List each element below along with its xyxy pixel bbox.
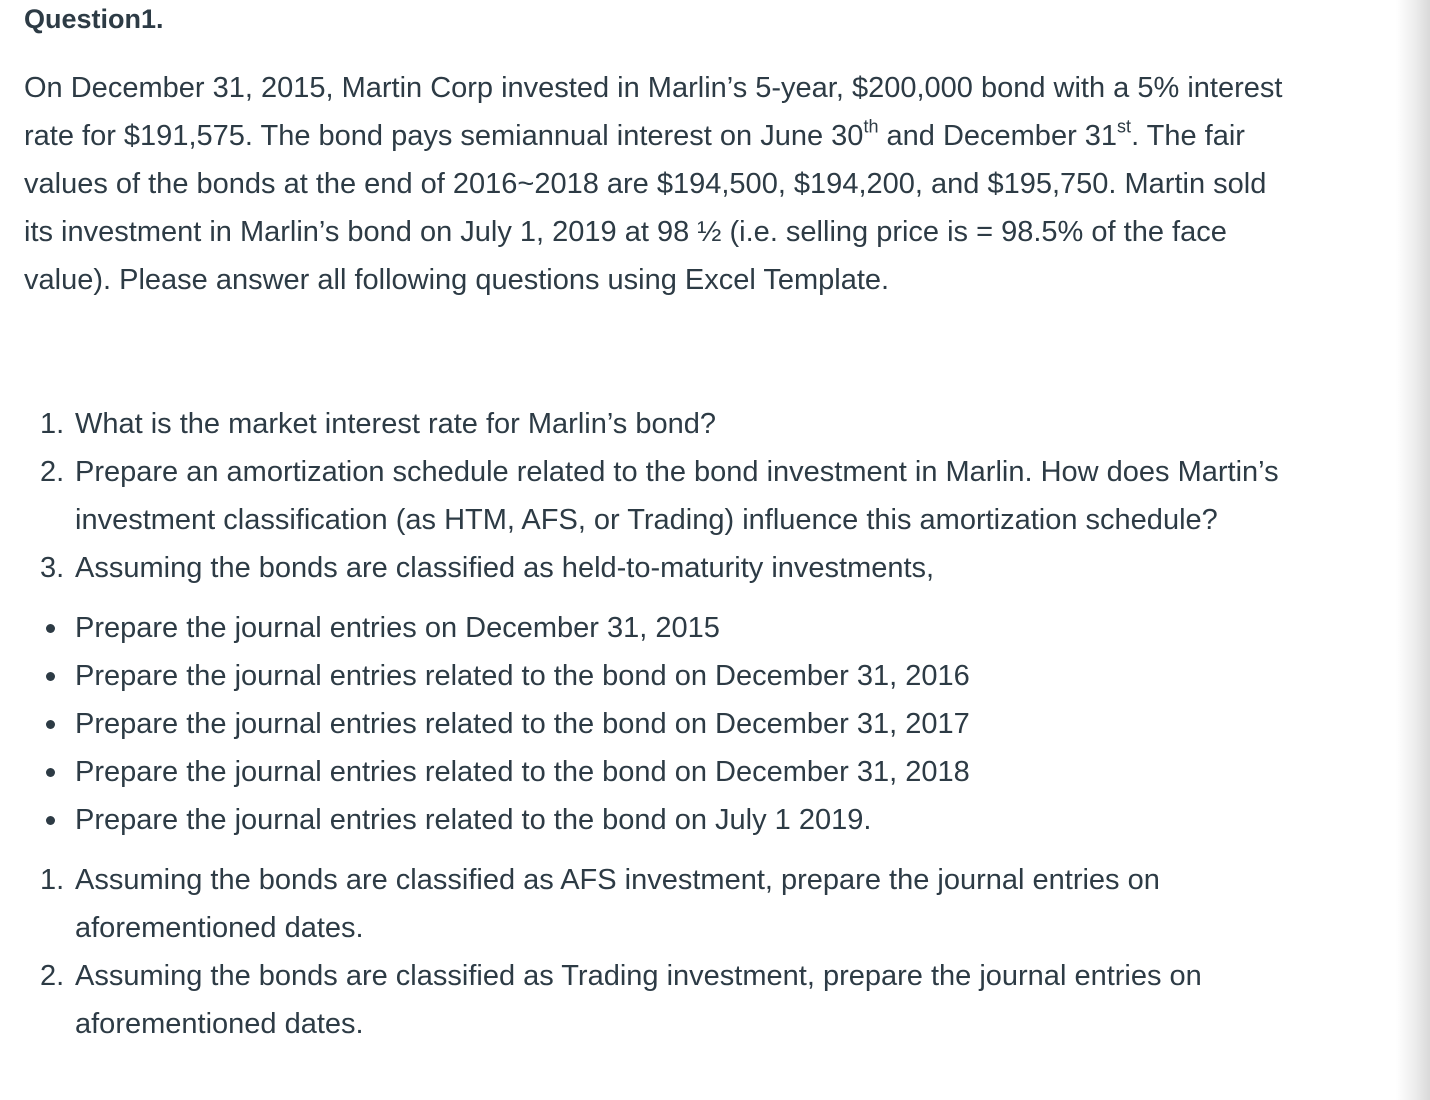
list-item-text: Prepare the journal entries related to the bond on December 31, 2017 [75, 708, 970, 740]
bullet-icon [46, 816, 55, 825]
bullet-list-htm-entries [24, 604, 1416, 844]
list-item-text: Assuming the bonds are classified as Trading investment, prepare the journal entries on [75, 960, 1202, 992]
list-item [24, 400, 1416, 448]
list-item-text: Assuming the bonds are classified as held-to-maturity investments, [75, 552, 935, 584]
intro-line-2b: and December 31 [878, 120, 1118, 152]
list-item-text: Prepare the journal entries related to the bond on December 31, 2018 [75, 756, 970, 788]
list-marker: 1. [40, 864, 65, 896]
bullet-icon [46, 720, 55, 729]
question-intro [24, 64, 1416, 304]
list-item-text: Prepare the journal entries related to the bond on December 31, 2016 [75, 660, 970, 692]
list-item [24, 652, 1416, 700]
list-marker: 1. [40, 408, 65, 440]
list-item [24, 748, 1416, 796]
list-item-text-continued: investment classification (as HTM, AFS, or Trading) influence this amortization schedule? [75, 504, 1218, 536]
list-item [24, 952, 1416, 1048]
list-item [24, 796, 1416, 844]
list-item-text-continued: aforementioned dates. [75, 912, 364, 944]
intro-line-3: values of the bonds at the end of 2016~2018 are $194,500, $194,200, and $195,750. Martin sold [24, 168, 1267, 200]
list-item-text: Prepare an amortization schedule related to the bond investment in Marlin. How does Martin’s [75, 456, 1279, 488]
intro-line-1: On December 31, 2015, Martin Corp invested in Marlin’s 5-year, $200,000 bond with a 5% interest [24, 72, 1283, 104]
intro-line-5: value). Please answer all following questions using Excel Template. [24, 264, 890, 296]
list-item [24, 448, 1416, 544]
intro-line-2c: . The fair [1131, 120, 1245, 152]
list-item-text: What is the market interest rate for Marlin’s bond? [75, 408, 716, 440]
intro-line-4: its investment in Marlin’s bond on July 1, 2019 at 98 ½ (i.e. selling price is = 98.5% of the face [24, 216, 1227, 248]
list-item-text: Prepare the journal entries on December 31, 2015 [75, 612, 720, 644]
list-marker: 2. [40, 456, 65, 488]
list-marker: 2. [40, 960, 65, 992]
list-item-text: Prepare the journal entries related to the bond on July 1 2019. [75, 804, 872, 836]
numbered-list-afs-trading [24, 856, 1416, 1048]
list-item [24, 856, 1416, 952]
list-item [24, 604, 1416, 652]
bullet-icon [46, 624, 55, 633]
list-item-text: Assuming the bonds are classified as AFS investment, prepare the journal entries on [75, 864, 1160, 896]
question-title: Question1. [24, 4, 164, 34]
superscript-st: st [1117, 116, 1132, 137]
list-item [24, 544, 1416, 592]
list-item [24, 700, 1416, 748]
intro-line-2a: rate for $191,575. The bond pays semiannual interest on June 30 [24, 120, 864, 152]
list-marker: 3. [40, 552, 65, 584]
numbered-list-questions [24, 400, 1416, 592]
bullet-icon [46, 672, 55, 681]
bullet-icon [46, 768, 55, 777]
superscript-th: th [863, 116, 879, 137]
list-item-text-continued: aforementioned dates. [75, 1008, 364, 1040]
